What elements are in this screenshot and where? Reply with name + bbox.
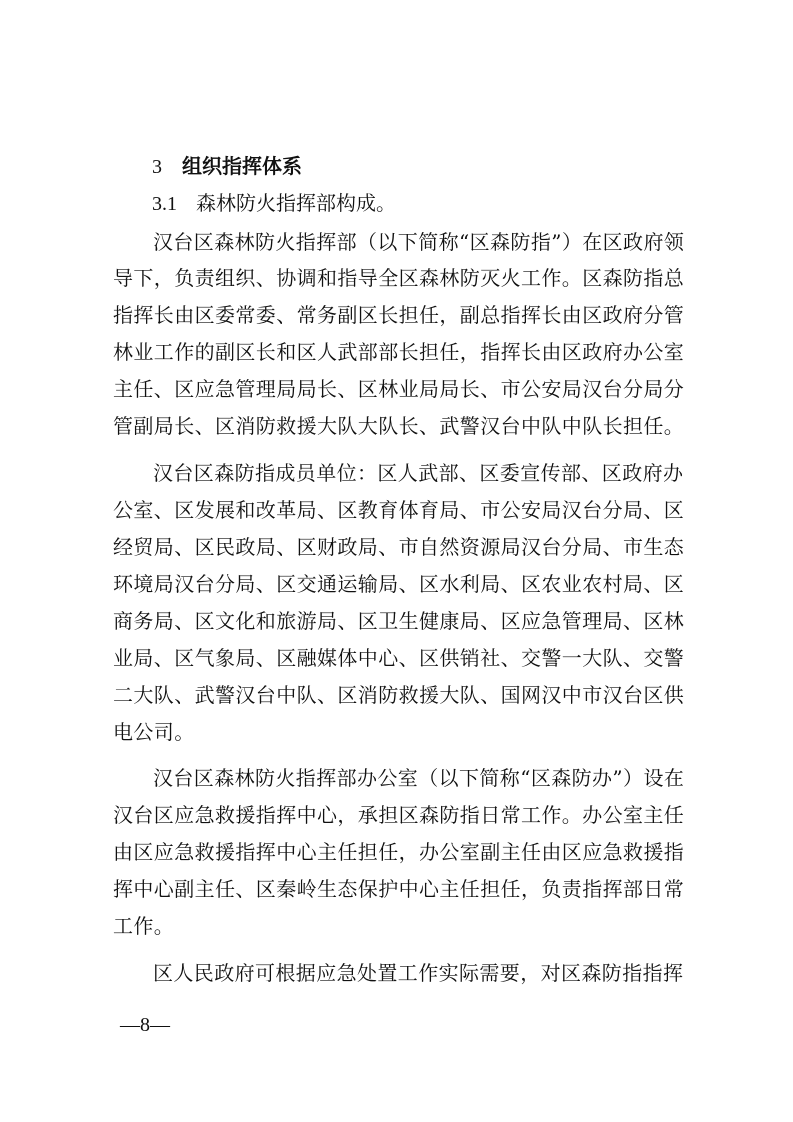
paragraph-line: 汉台区应急救援指挥中心，承担区森防指日常工作。办公室主任: [113, 803, 685, 827]
paragraph-line: 汉台区森林防火指挥部（以下简称“区森防指”）在区政府领: [153, 230, 685, 254]
paragraph-line: 汉台区森林防火指挥部办公室（以下简称“区森防办”）设在: [153, 766, 685, 790]
section-number: 3: [152, 156, 162, 178]
paragraph-line: 业局、区气象局、区融媒体中心、区供销社、交警一大队、交警: [113, 646, 685, 670]
paragraph-line: 主任、区应急管理局局长、区林业局局长、市公安局汉台分局分: [113, 377, 685, 401]
paragraph-line: 商务局、区文化和旅游局、区卫生健康局、区应急管理局、区林: [113, 609, 685, 633]
subsection-number: 3.1: [152, 193, 177, 215]
paragraph-line: 区人民政府可根据应急处置工作实际需要，对区森防指指挥: [153, 961, 684, 985]
paragraph-line: 挥中心副主任、区秦岭生态保护中心主任担任，负责指挥部日常: [113, 877, 685, 901]
paragraph-line: 经贸局、区民政局、区财政局、市自然资源局汉台分局、市生态: [113, 535, 685, 559]
paragraph-line: 汉台区森防指成员单位：区人武部、区委宣传部、区政府办: [153, 461, 684, 485]
section-title: 组织指挥体系: [182, 154, 302, 178]
subsection-title: 森林防火指挥部构成。: [196, 191, 396, 215]
paragraph-line: 管副局长、区消防救援大队大队长、武警汉台中队中队长担任。: [113, 414, 685, 438]
paragraph-line: 由区应急救援指挥中心主任担任，办公室副主任由区应急救援指: [113, 840, 685, 864]
paragraph-line: 工作。: [113, 914, 175, 938]
paragraph-line: 二大队、武警汉台中队、区消防救援大队、国网汉中市汉台区供: [113, 683, 685, 707]
paragraph-line: 电公司。: [113, 720, 195, 744]
subsection-heading: [152, 187, 396, 216]
paragraph-line: 环境局汉台分局、区交通运输局、区水利局、区农业农村局、区: [113, 572, 685, 596]
paragraph-line: 公室、区发展和改革局、区教育体育局、市公安局汉台分局、区: [113, 498, 685, 522]
section-heading: [152, 150, 302, 179]
paragraph-line: 指挥长由区委常委、常务副区长担任，副总指挥长由区政府分管: [113, 303, 685, 327]
page-number: —8—: [120, 1014, 170, 1036]
paragraph-line: 林业工作的副区长和区人武部部长担任，指挥长由区政府办公室: [113, 340, 685, 364]
paragraph-line: 导下，负责组织、协调和指导全区森林防灭火工作。区森防指总: [113, 266, 685, 290]
